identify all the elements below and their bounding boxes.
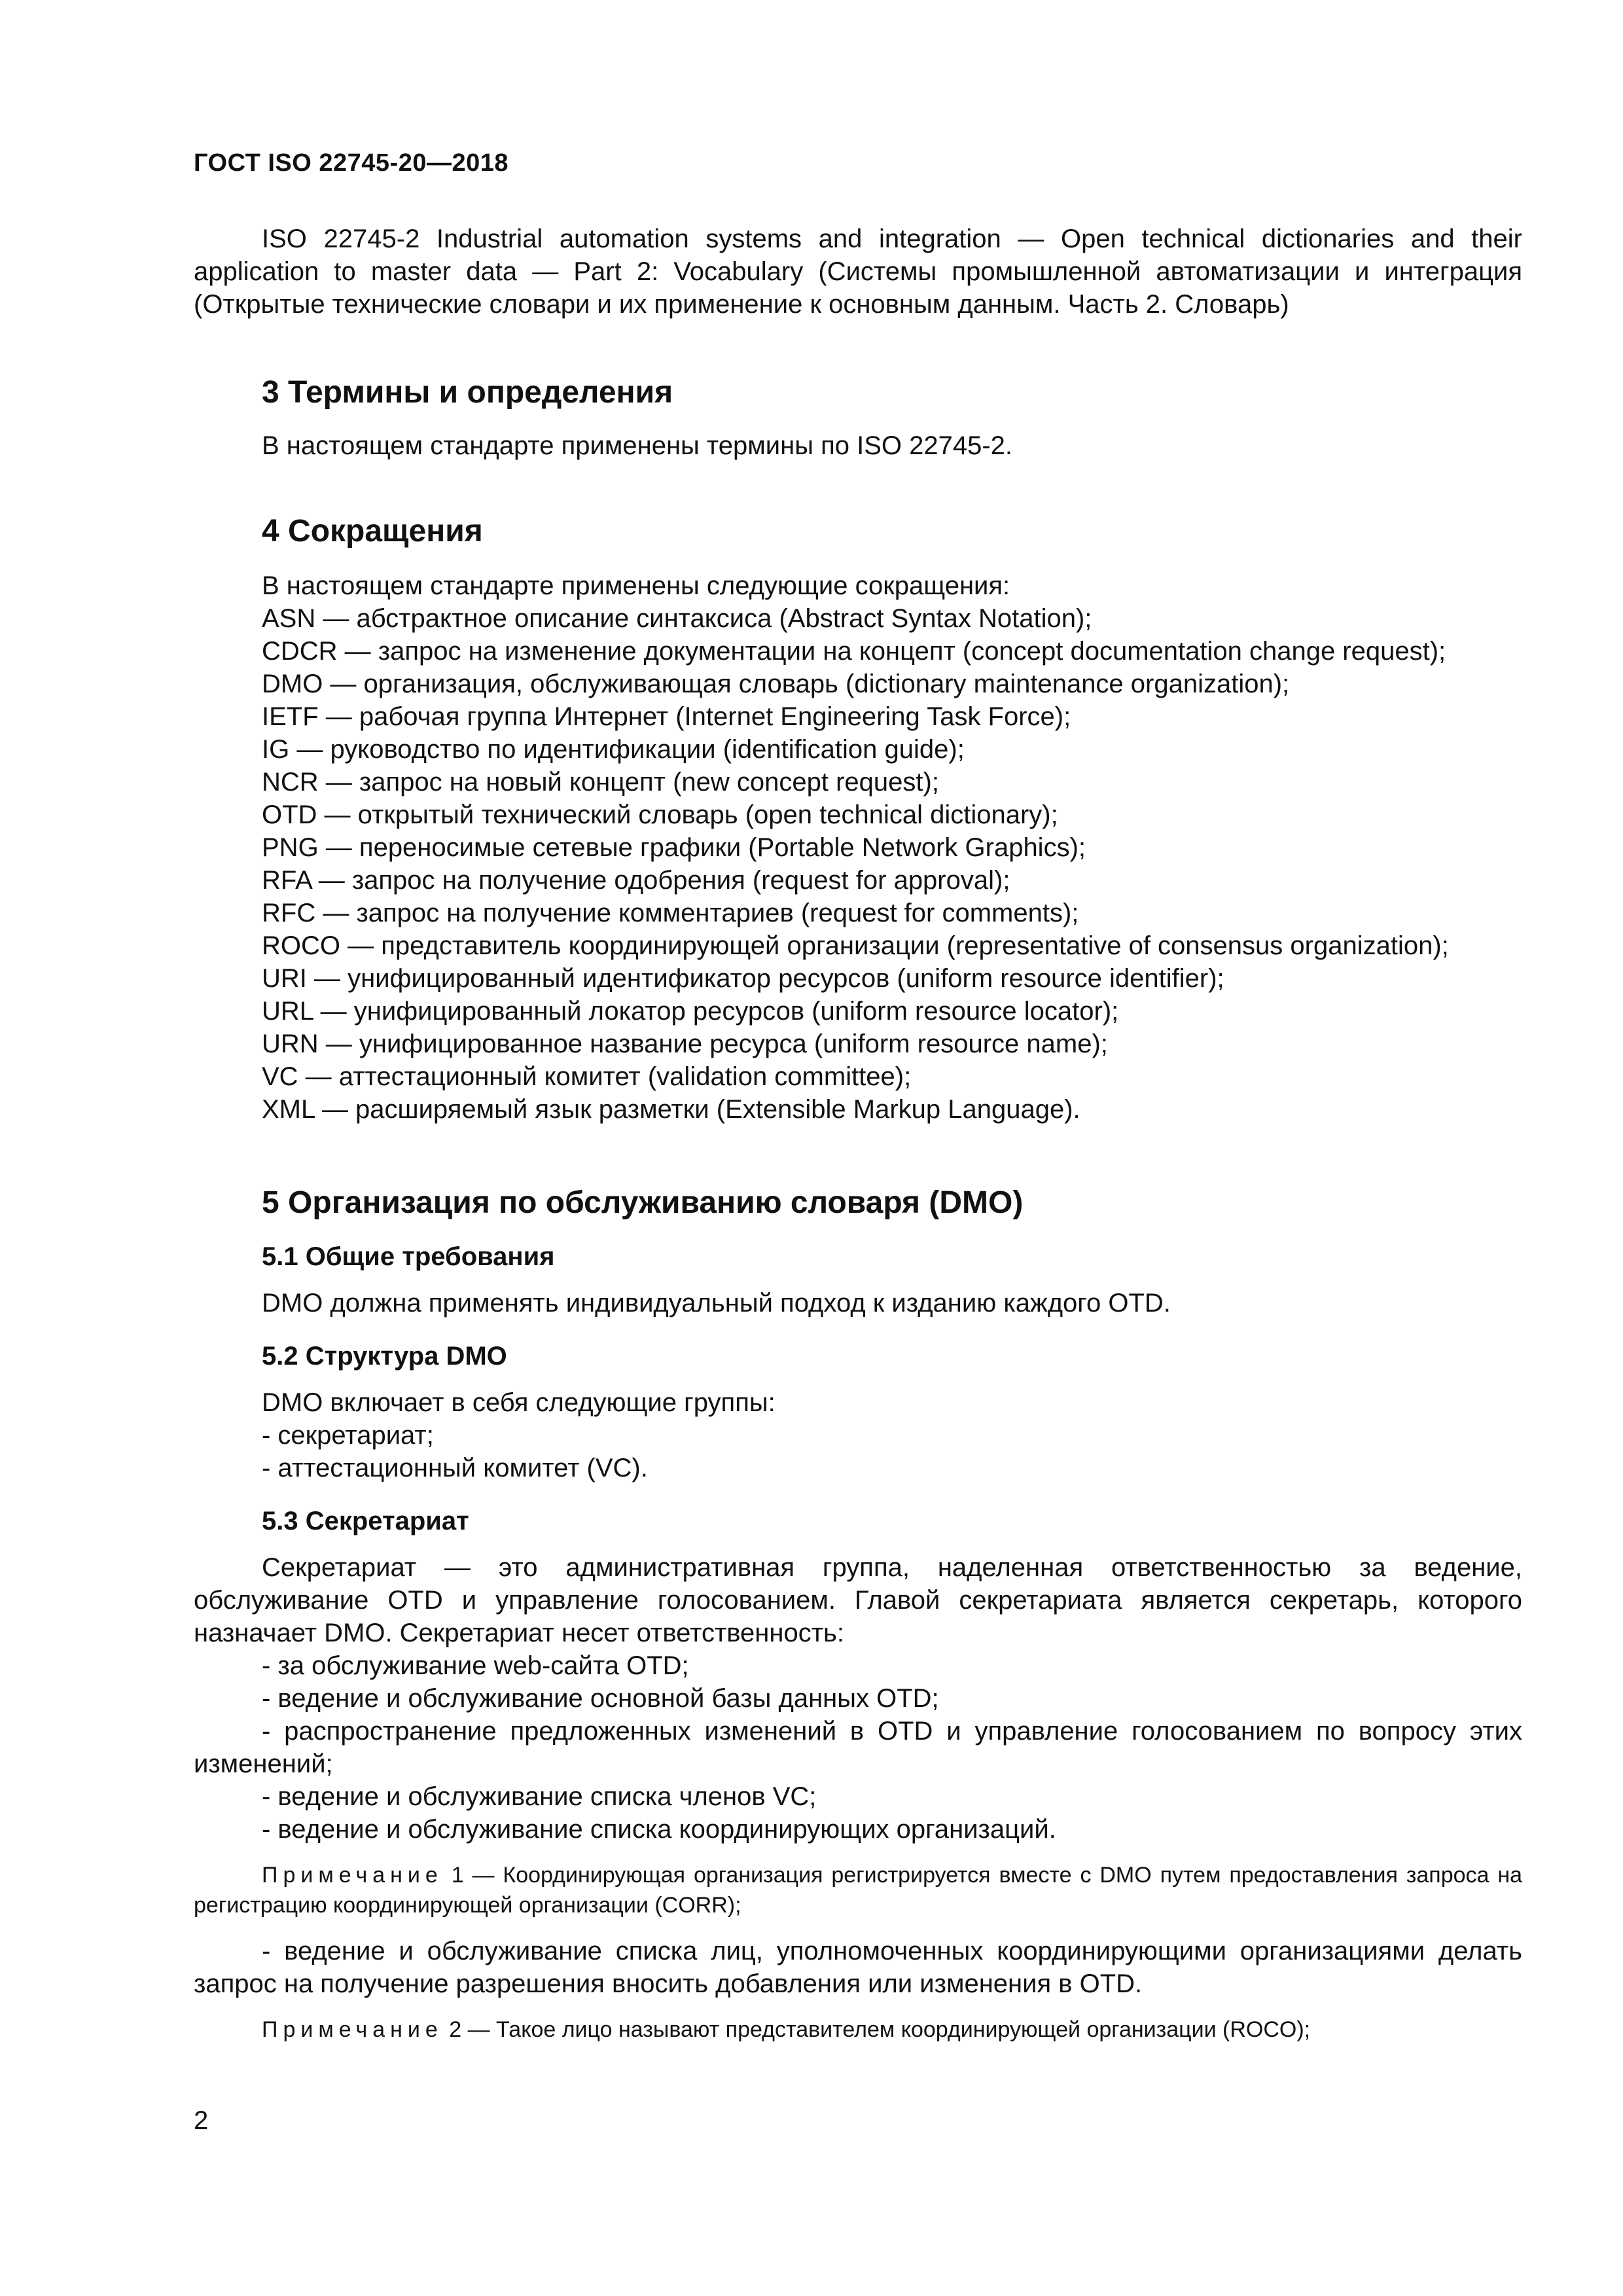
list-item: - за обслуживание web-сайта OTD; [262,1651,689,1680]
abbreviation-item: XML — расширяемый язык разметки (Extensible Markup Language). [262,1095,1080,1124]
section-5-3-text: Секретариат — это административная группа, наделенная ответственностью за ведение, обслуживание OTD и управление голосованием. Главой секретариата является секретарь, которого назначает DMO. Секретариат несет ответственность: [194,1553,1522,1647]
abbreviation-item: IG — руководство по идентификации (identification guide); [262,735,965,764]
abbreviation-item: URI — унифицированный идентификатор ресурсов (uniform resource identifier); [262,964,1224,993]
list-item: - ведение и обслуживание списка членов VC; [262,1782,817,1811]
section-3-text: В настоящем стандарте применены термины по ISO 22745-2. [262,431,1013,460]
abbreviation-item: ASN — абстрактное описание синтаксиса (Abstract Syntax Notation); [262,604,1092,633]
abbreviation-item: IETF — рабочая группа Интернет (Internet Engineering Task Force); [262,702,1071,731]
abbreviation-item: DMO — организация, обслуживающая словарь (dictionary maintenance organization); [262,670,1290,698]
abbreviation-item: RFC — запрос на получение комментариев (request for comments); [262,899,1079,927]
list-item: - аттестационный комитет (VC). [262,1454,648,1482]
abbreviation-item: URL — унифицированный локатор ресурсов (uniform resource locator); [262,997,1119,1026]
abbreviation-item: VC — аттестационный комитет (validation committee); [262,1062,912,1091]
list-item: - ведение и обслуживание списка лиц, уполномоченных координирующими организациями делать запрос на получение разрешения вносить добавления или изменения в OTD. [194,1937,1522,1998]
reference-block [194,223,1522,321]
note-1 [194,1860,1522,1920]
section-5-title: 5 Организация по обслуживанию словаря (DMO) [262,1185,1024,1220]
section-4 [194,513,1522,1126]
abbreviation-item: RFA — запрос на получение одобрения (request for approval); [262,866,1010,895]
note-2-text: 2 — Такое лицо называют представителем координирующей организации (ROCO); [442,2017,1311,2042]
note-1-text: 1 — Координирующая организация регистрируется вместе с DMO путем предоставления запроса на регистрацию координирующей организации (CORR); [194,1863,1522,1918]
abbreviation-item: ROCO — представитель координирующей организации (representative of consensus organization); [262,931,1449,960]
list-item: - секретариат; [262,1421,434,1450]
abbreviation-list [194,569,1522,1126]
section-5-2-title: 5.2 Структура DMO [262,1342,507,1371]
section-3-title: 3 Термины и определения [262,375,673,410]
list-item: - ведение и обслуживание списка координирующих организаций. [262,1815,1056,1844]
abbreviation-item: URN — унифицированное название ресурса (uniform resource name); [262,1030,1108,1058]
section-5-3-title: 5.3 Секретариат [262,1507,469,1535]
section-5-1-text: DMO должна применять индивидуальный подход к изданию каждого OTD. [262,1289,1171,1318]
note-2 [194,2015,1522,2045]
abbreviation-intro: В настоящем стандарте применены следующие сокращения: [262,571,1010,600]
section-3 [194,374,1522,462]
section-5-1-title: 5.1 Общие требования [262,1242,555,1271]
section-5 [194,1185,1522,2045]
abbreviation-item: CDCR — запрос на изменение документации на концепт (concept documentation change request); [262,637,1446,666]
section-4-title: 4 Сокращения [262,514,483,548]
list-item: - ведение и обслуживание основной базы данных OTD; [262,1684,939,1713]
note-1-label: Примечание [262,1863,443,1888]
list-item: - распространение предложенных изменений в OTD и управление голосованием по вопросу этих изменений; [194,1717,1522,1778]
document-header: ГОСТ ISO 22745-20—2018 [194,149,509,177]
abbreviation-item: OTD — открытый технический словарь (open technical dictionary); [262,800,1058,829]
abbreviation-item: PNG — переносимые сетевые графики (Portable Network Graphics); [262,833,1086,862]
note-2-label: Примечание [262,2017,443,2042]
section-5-2-intro: DMO включает в себя следующие группы: [262,1388,776,1417]
reference-paragraph: ISO 22745-2 Industrial automation systems and integration — Open technical dictionaries and their application to master data — Part 2: Vocabulary (Системы промышленной автоматизации и интеграция (Открытые технические словари и их применение к основным данным. Часть 2. Словарь) [194,224,1522,319]
page-number: 2 [194,2106,209,2135]
abbreviation-item: NCR — запрос на новый концепт (new concept request); [262,768,939,797]
